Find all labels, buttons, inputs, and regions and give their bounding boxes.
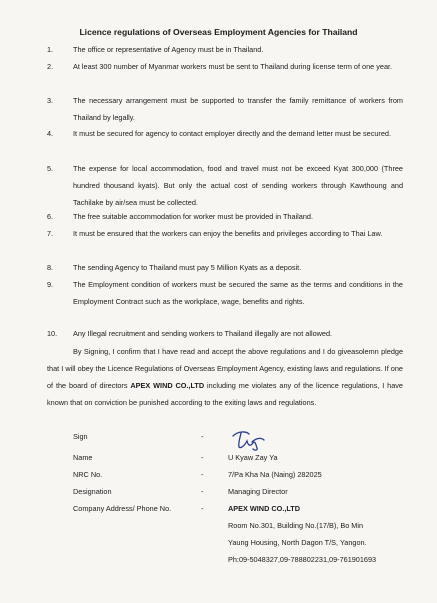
name-dash: - xyxy=(201,453,204,462)
declaration-company: APEX WIND CO.,LTD xyxy=(130,381,205,390)
item-text: The sending Agency to Thailand must pay 5 Million Kyats as a deposit. xyxy=(73,263,302,272)
document-title: Licence regulations of Overseas Employment Agencies for Thailand xyxy=(79,27,358,37)
declaration-paragraph xyxy=(47,343,403,411)
designation-dash: - xyxy=(201,487,204,496)
item-text: At least 300 number of Myanmar workers must be sent to Thailand during license term of one year. xyxy=(73,62,393,71)
item-text: The necessary arrangement must be supported to transfer the family remittance of workers from Thailand by legally. xyxy=(73,96,403,122)
item-number: 8. xyxy=(47,263,54,272)
item-number: 10. xyxy=(47,329,58,338)
name-value: U Kyaw Zay Ya xyxy=(228,453,278,462)
sign-label: Sign xyxy=(73,432,88,441)
item-number: 5. xyxy=(47,164,54,173)
item-text: It must be ensured that the workers can enjoy the benefits and privileges according to Thai Law. xyxy=(73,229,383,238)
name-row xyxy=(0,449,437,466)
nrc-value: 7/Pa Kha Na (Naing) 282025 xyxy=(228,470,322,479)
item-number: 1. xyxy=(47,45,54,54)
address-line-1: Room No.301, Building No.(17/B), Bo Min xyxy=(228,521,364,530)
item-number: 6. xyxy=(47,212,54,221)
item-number: 7. xyxy=(47,229,54,238)
company-value: APEX WIND CO.,LTD xyxy=(228,504,301,513)
item-text: It must be secured for agency to contact employer directly and the demand letter must be secured. xyxy=(73,129,391,138)
item-number: 9. xyxy=(47,280,54,289)
address-row xyxy=(0,500,437,517)
name-label: Name xyxy=(73,453,93,462)
declaration-part1: By Signing, I confirm that I have read and accept the above regulations and I do giveasolemn pledge that I will obey the Licence Regulations of Overseas Employment Agency, existing laws and regulations. If one of the board of directors xyxy=(47,347,403,390)
item-text: The expense for local accommodation, food and travel must not be exceed Kyat 300,000 (Three hundred thousand kyats). But only the actual cost of sending workers through Kawthoung and Tachilake by air/sea must be collected. xyxy=(73,164,403,207)
designation-value: Managing Director xyxy=(228,487,288,496)
item-text: The office or representative of Agency must be in Thailand. xyxy=(73,45,264,54)
nrc-dash: - xyxy=(201,470,204,479)
sign-row xyxy=(0,428,437,445)
address-dash: - xyxy=(201,504,204,513)
phone-line: Ph:09-5048327,09-788802231,09-761901693 xyxy=(228,555,377,564)
item-text: Any Illegal recruitment and sending workers to Thailand illegally are not allowed. xyxy=(73,329,333,338)
nrc-label: NRC No. xyxy=(73,470,103,479)
declaration-part2: including me violates any of the licence regulations, I have known that on conviction be punished according to the exiting laws and regulations. xyxy=(47,381,403,407)
designation-label: Designation xyxy=(73,487,112,496)
item-text: The Employment condition of workers must be secured the same as the terms and conditions in the Employment Contract such as the workplace, wage, benefits and rights. xyxy=(73,280,403,306)
item-text: The free suitable accommodation for worker must be provided in Thailand. xyxy=(73,212,313,221)
sign-dash: - xyxy=(201,432,204,441)
item-number: 4. xyxy=(47,129,54,138)
address-line-2: Yaung Housing, North Dagon T/S, Yangon. xyxy=(228,538,367,547)
nrc-row xyxy=(0,466,437,483)
designation-row xyxy=(0,483,437,500)
item-number: 3. xyxy=(47,96,54,105)
item-number: 2. xyxy=(47,62,54,71)
address-label: Company Address/ Phone No. xyxy=(73,504,172,513)
